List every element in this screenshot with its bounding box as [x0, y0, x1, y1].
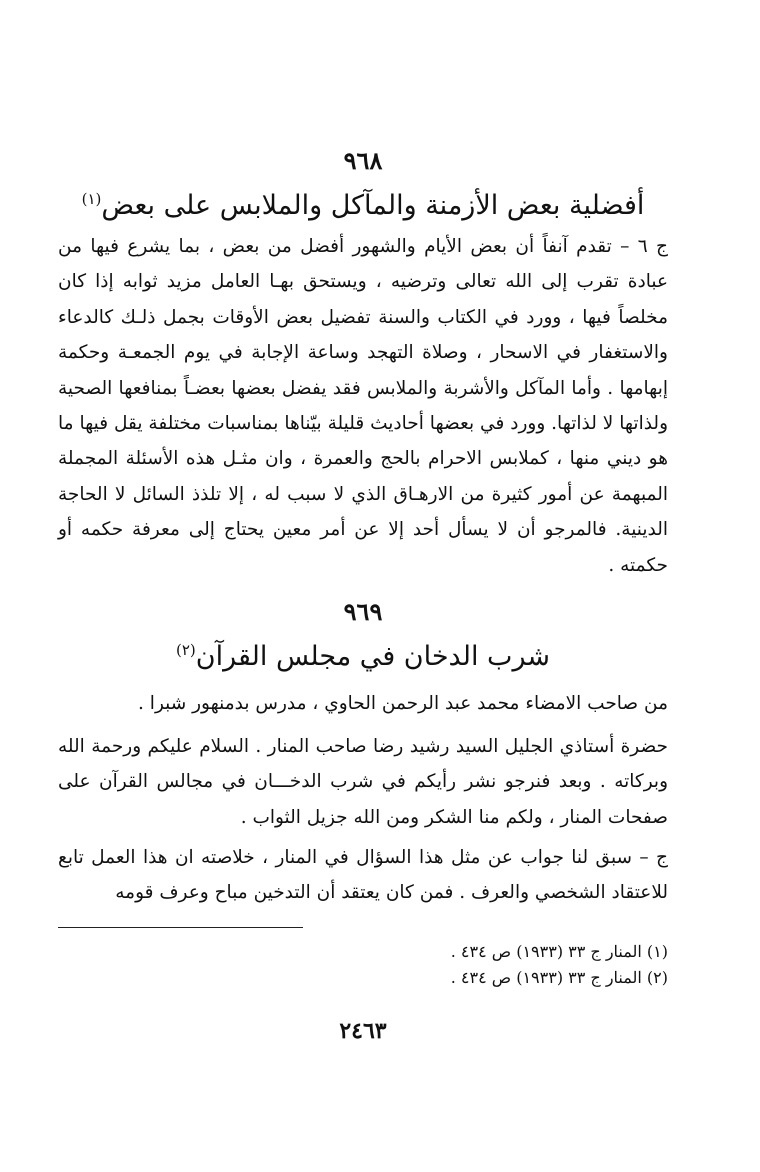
document-page — [58, 0, 668, 1172]
fatwa-title-text: شرب الدخان في مجلس القرآن — [195, 641, 550, 672]
footnote-divider — [58, 927, 303, 928]
fatwa-title-text: أفضلية بعض الأزمنة والمآكل والملابس على بعض — [101, 190, 645, 221]
fatwa-number-968: ٩٦٨ — [343, 146, 383, 175]
footnote-ref-2: (٢) — [176, 641, 196, 659]
fatwa-969-answer: ج – سبق لنا جواب عن مثل هذا السؤال في المنار ، خلاصته ان هذا العمل تابع للاعتقاد الشخصي والعرف . فمن كان يعتقد أن التدخين مباح وعرف قومه — [58, 847, 668, 904]
footnote-1: (١) المنار ج ٣٣ (١٩٣٣) ص ٤٣٤ . — [450, 942, 668, 961]
fatwa-969-sender: من صاحب الامضاء محمد عبد الرحمن الحاوي ، مدرس بدمنهور شبرا . — [138, 693, 668, 714]
fatwa-number-969: ٩٦٩ — [343, 597, 383, 626]
fatwa-968-answer: ج ٦ – تقدم آنفاً أن بعض الأيام والشهور أفضل من بعض ، بما يشرع فيها من عبادة تقرب إلى الله تعالى وترضيه ، ويستحق بهـا العامل مزيد ثوابه إذا كان مخلصاً فيها ، وورد في الكتاب والسنة تفضيل بعض الأوقات بجمل ذلـك كالدعاء والاستغفار في الاسحار ، وصلاة التهجد وساعة الإجابة في يوم الجمعـة وحكمة إبهامها . وأما المآكل والأشربة والملابس فقد يفضل بعضها بعضـاً بمنافعها الصحية ولذاتها لا لذاتها. وورد في بعضها أحاديث قليلة بيّناها بمناسبات مختلفة يقل فيها ما هو ديني منها ، كملابس الاحرام بالحج والعمرة ، وان مثـل هذه الأسئلة المجملة المبهمة عن أمور كثيرة من الارهـاق الذي لا سبب له ، إلا تلذذ السائل لا الحاجة الدينية. فالمرجو أن لا يسأل أحد إلا عن أمر معين يحتاج إلى معرفة حكمه أو حكمته . — [58, 236, 668, 576]
fatwa-969-question: حضرة أستاذي الجليل السيد رشيد رضا صاحب المنار . السلام عليكم ورحمة الله وبركاته . وبعد فنرجو نشر رأيكم في شرب الدخـــان في مجالس القرآن على صفحات المنار ، ولكم منا الشكر ومن الله جزيل الثواب . — [58, 736, 668, 828]
page-number: ٢٤٦٣ — [339, 1018, 387, 1044]
footnotes — [308, 939, 668, 991]
footnote-ref-1: (١) — [81, 190, 102, 208]
footnote-2: (٢) المنار ج ٣٣ (١٩٣٣) ص ٤٣٤ . — [450, 968, 668, 987]
fatwa-title-969 — [58, 633, 668, 674]
fatwa-title-968 — [58, 182, 668, 223]
